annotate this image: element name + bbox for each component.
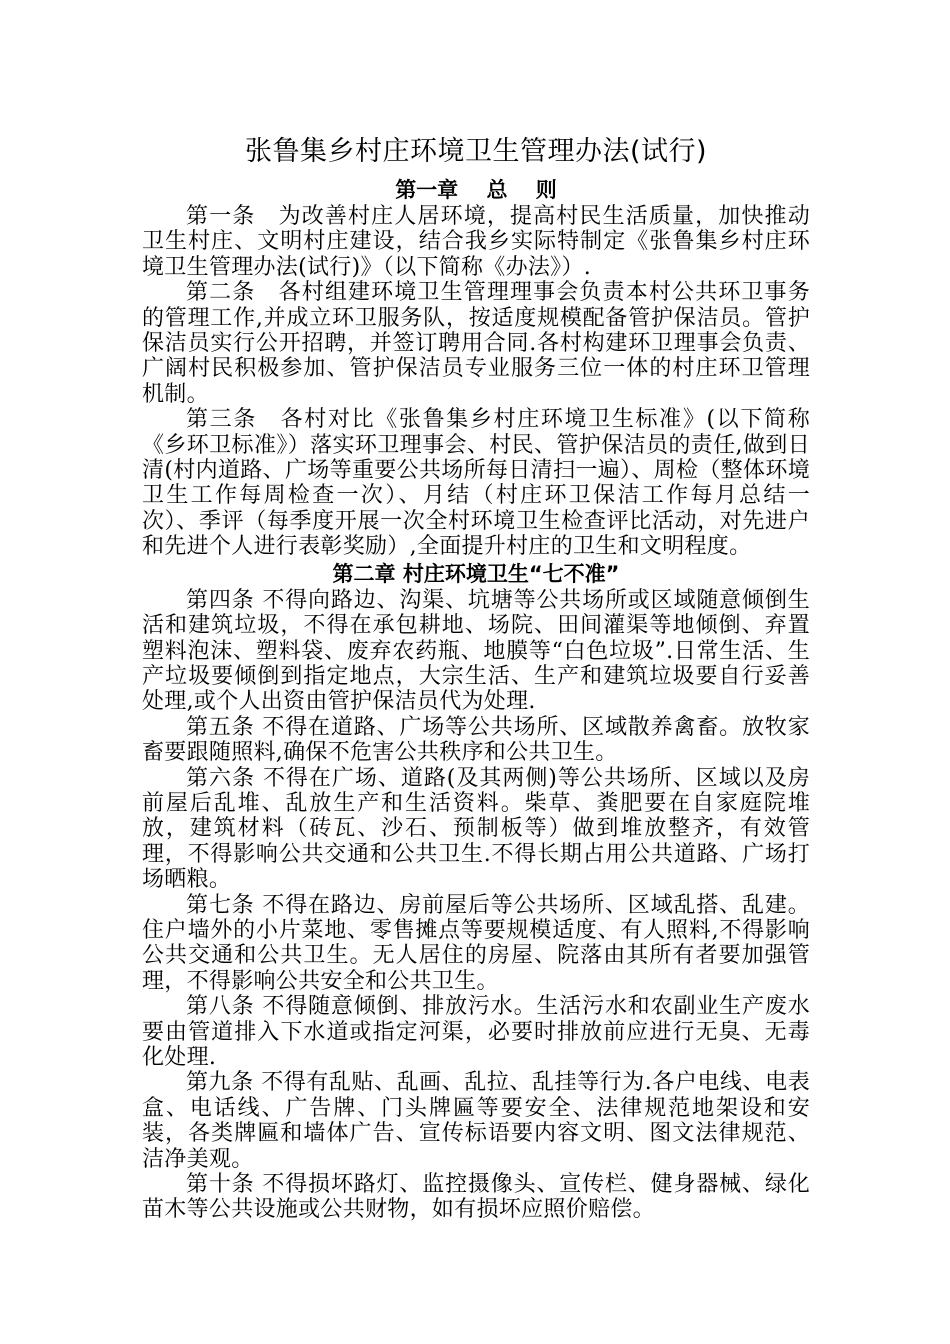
article-label: 第四条 bbox=[186, 587, 263, 613]
article-text: 为改善村庄人居环境，提高村民生活质量，加快推动卫生村庄、文明村庄建设，结合我乡实际特制定《张鲁集乡村庄环境卫生管理办法(试行)》（以下简称《办法》）. bbox=[142, 204, 811, 280]
article-label: 第六条 bbox=[186, 765, 263, 791]
article-label: 第十条 bbox=[186, 1172, 263, 1198]
article-text: 不得在路边、房前屋后等公共场所、区域乱搭、乱建。住户墙外的小片菜地、零售摊点等要规模适度、有人照料,不得影响公共交通和公共卫生。无人居住的房屋、院落由其所有者要加强管理，不得影响公共安全和公共卫生。 bbox=[142, 892, 810, 994]
article-label: 第一条 bbox=[186, 204, 279, 229]
article-label: 第二条 bbox=[186, 280, 279, 306]
article-4 bbox=[142, 588, 810, 715]
article-3 bbox=[142, 407, 810, 559]
article-label: 第五条 bbox=[186, 714, 263, 740]
document-page bbox=[142, 132, 810, 1223]
article-text: 不得损坏路灯、监控摄像头、宣传栏、健身器械、绿化苗木等公共设施或公共财物，如有损坏应照价赔偿。 bbox=[142, 1172, 810, 1223]
article-10 bbox=[142, 1172, 810, 1223]
article-label: 第八条 bbox=[186, 994, 263, 1020]
article-label: 第三条 bbox=[186, 407, 281, 433]
article-text: 不得在道路、广场等公共场所、区域散养禽畜。放牧家畜要跟随照料,确保不危害公共秩序和公共卫生。 bbox=[142, 714, 810, 766]
article-text: 各村对比《张鲁集乡村庄环境卫生标准》(以下简称《乡环卫标准》）落实环卫理事会、村民、管护保洁员的责任,做到日清(村内道路、广场等重要公共场所每日清扫一遍）、周检（整体环境卫生工作每周检查一次）、月结（村庄环卫保洁工作每月总结一次）、季评（每季度开展一次全村环境卫生检查评比活动，对先进户和先进个人进行表彰奖励）,全面提升村庄的卫生和文明程度。 bbox=[142, 407, 810, 560]
article-9 bbox=[142, 1070, 810, 1172]
document-title: 张鲁集乡村庄环境卫生管理办法(试行) bbox=[244, 136, 708, 167]
article-6 bbox=[142, 766, 810, 893]
article-text: 不得有乱贴、乱画、乱拉、乱挂等行为.各户电线、电表盒、电话线、广告牌、门头牌匾等要安全、法律规范地架设和安装，各类牌匾和墙体广告、宣传标语要内容文明、图文法律规范、洁净美观。 bbox=[142, 1070, 810, 1172]
article-2 bbox=[142, 280, 810, 407]
chapter-2-title: 第二章 村庄环境卫生“七不准” bbox=[332, 561, 620, 586]
article-text: 各村组建环境卫生管理理事会负责本村公共环卫事务的管理工作,并成立环卫服务队，按适度规模配备管护保洁员。管护保洁员实行公开招聘，并签订聘用合同.各村构建环卫理事会负责、广阔村民积极参加、管护保洁员专业服务三位一体的村庄环卫管理机制。 bbox=[142, 280, 811, 407]
article-8 bbox=[142, 994, 810, 1070]
article-text: 不得在广场、道路(及其两侧)等公共场所、区域以及房前屋后乱堆、乱放生产和生活资料。柴草、粪肥要在自家庭院堆放，建筑材料（砖瓦、沙石、预制板等）做到堆放整齐，有效管理，不得影响公共交通和公共卫生.不得长期占用公共道路、广场打场晒粮。 bbox=[142, 765, 810, 893]
chapter-1-title: 第一章 总 则 bbox=[395, 178, 557, 202]
article-label: 第七条 bbox=[186, 892, 263, 918]
article-text: 不得向路边、沟渠、坑塘等公共场所或区域随意倾倒生活和建筑垃圾，不得在承包耕地、场院、田间灌渠等地倾倒、弃置塑料泡沫、塑料袋、废弃农药瓶、地膜等“白色垃圾”.日常生活、生产垃圾要倾倒到指定地点，大宗生活、生产和建筑垃圾要自行妥善处理,或个人出资由管护保洁员代为处理. bbox=[142, 587, 810, 715]
article-label: 第九条 bbox=[186, 1070, 262, 1096]
article-7 bbox=[142, 893, 810, 995]
article-1 bbox=[142, 204, 810, 280]
article-5 bbox=[142, 715, 810, 766]
article-text: 不得随意倾倒、排放污水。生活污水和农副业生产废水要由管道排入下水道或指定河渠，必要时排放前应进行无臭、无毒化处理. bbox=[142, 994, 810, 1070]
